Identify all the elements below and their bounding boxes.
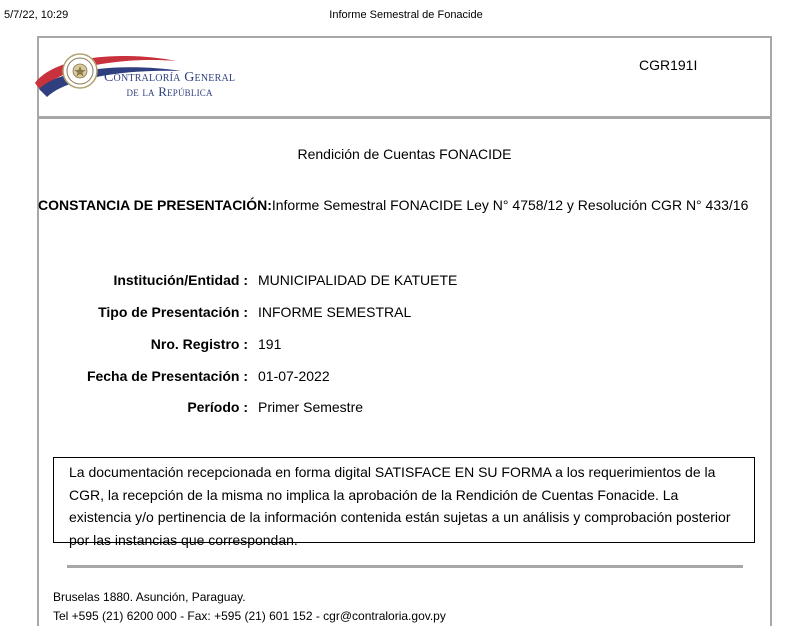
footer-divider xyxy=(67,565,743,568)
logo-line-1: Contraloría General xyxy=(104,70,236,85)
field-label: Tipo de Presentación : xyxy=(98,304,248,320)
field-value: 01-07-2022 xyxy=(258,368,330,384)
footer-address: Bruselas 1880. Asunción, Paraguay. xyxy=(53,590,246,604)
footer-contact: Tel +595 (21) 6200 000 - Fax: +595 (21) 601 152 - cgr@contraloria.gov.py xyxy=(53,609,446,623)
constancia-label: CONSTANCIA DE PRESENTACIÓN: xyxy=(38,197,272,213)
field-label: Institución/Entidad : xyxy=(113,272,248,288)
logo-line-2: de la República xyxy=(126,84,213,99)
field-label: Fecha de Presentación : xyxy=(86,368,248,384)
notice-box: La documentación recepcionada en forma digital SATISFACE EN SU FORMA a los requerimientos de la CGR, la recepción de la misma no implica la aprobación de la Rendición de Cuentas Fonacide. La existencia y/o pertinencia de la información contenida están sujetas a un análisis y comprobación posterior por las instancias que correspondan. xyxy=(53,457,755,543)
constancia-statement xyxy=(38,193,766,217)
constancia-text: Informe Semestral FONACIDE Ley N° 4758/12 y Resolución CGR N° 433/16 xyxy=(271,197,749,213)
footer xyxy=(53,588,446,626)
document-code: CGR191I xyxy=(639,57,698,73)
field-label: Período : xyxy=(187,399,248,415)
header-divider xyxy=(39,116,770,119)
field-label: Nro. Registro : xyxy=(150,336,248,352)
field-value: Primer Semestre xyxy=(258,399,364,415)
logo-text xyxy=(104,71,235,99)
field-value: MUNICIPALIDAD DE KATUETE xyxy=(258,272,458,288)
field-value: INFORME SEMESTRAL xyxy=(258,304,412,320)
field-value: 191 xyxy=(258,336,282,352)
print-datetime: 5/7/22, 10:29 xyxy=(4,9,69,21)
print-title: Informe Semestral de Fonacide xyxy=(329,9,483,21)
print-header xyxy=(0,0,812,30)
document-title: Rendición de Cuentas FONACIDE xyxy=(297,146,512,162)
